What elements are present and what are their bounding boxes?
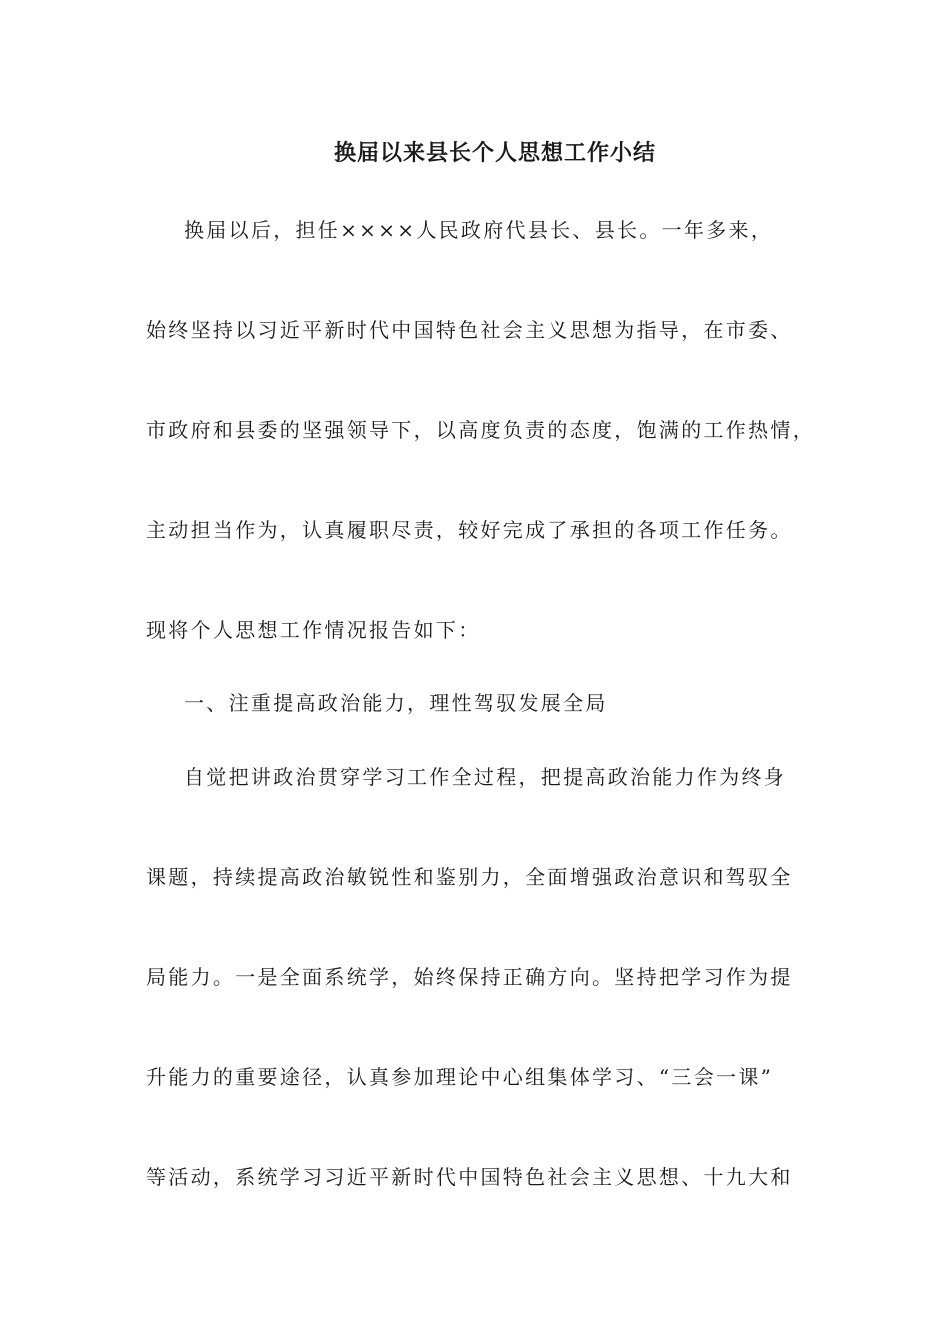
document-title: 换届以来县长个人思想工作小结	[333, 140, 656, 166]
paragraph-line: 现将个人思想工作情况报告如下：	[146, 618, 481, 642]
paragraph-line: 等活动，系统学习习近平新时代中国特色社会主义思想、十九大和	[146, 1165, 793, 1189]
paragraph-line: 局能力。一是全面系统学，始终保持正确方向。坚持把学习作为提	[146, 965, 793, 989]
paragraph-line: 市政府和县委的坚强领导下，以高度负责的态度，饱满的工作热情，	[146, 418, 815, 442]
paragraph-line: 主动担当作为，认真履职尽责，较好完成了承担的各项工作任务。	[146, 518, 793, 542]
paragraph-line: 自觉把讲政治贯穿学习工作全过程，把提高政治能力作为终身	[184, 765, 787, 789]
paragraph-line: 始终坚持以习近平新时代中国特色社会主义思想为指导，在市委、	[146, 318, 793, 342]
section-heading: 一、注重提高政治能力，理性驾驭发展全局	[184, 691, 608, 715]
paragraph-line: 升能力的重要途径，认真参加理论中心组集体学习、“三会一课”	[146, 1065, 774, 1089]
paragraph-line: 课题，持续提高政治敏锐性和鉴别力，全面增强政治意识和驾驭全	[146, 865, 793, 889]
paragraph-line: 换届以后，担任××××人民政府代县长、县长。一年多来，	[184, 218, 774, 242]
